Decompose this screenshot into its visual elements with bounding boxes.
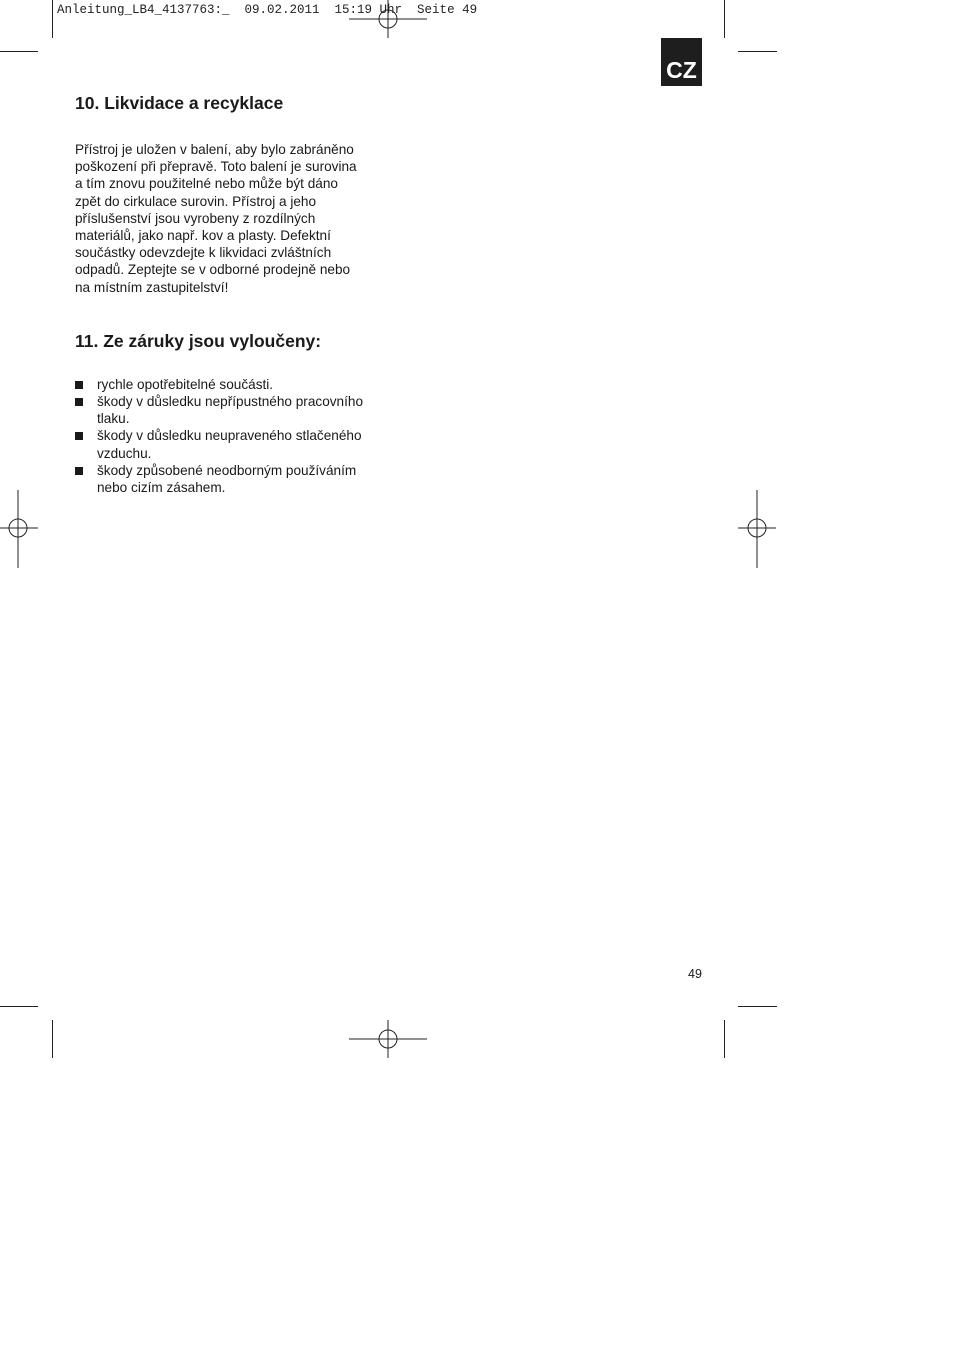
crop-mark-top-left-v xyxy=(52,0,53,38)
list-item-line: rychle opotřebitelné součásti. xyxy=(97,376,274,392)
page-number: 49 xyxy=(688,967,702,981)
registration-mark-left-icon xyxy=(0,490,40,568)
list-item-line: tlaku. xyxy=(97,411,130,427)
paragraph-line: Přístroj je uložen v balení, aby bylo zabráněno xyxy=(75,142,354,157)
registration-mark-right-icon xyxy=(737,490,777,568)
list-item xyxy=(75,393,387,427)
crop-mark-bottom-left-v xyxy=(52,1020,53,1058)
crop-mark-top-right-h xyxy=(738,51,777,52)
crop-mark-top-right-v xyxy=(724,0,725,38)
list-item xyxy=(75,376,387,393)
print-slug: Anleitung_LB4_4137763:_ 09.02.2011 15:19 Uhr Seite 49 xyxy=(57,3,478,17)
paragraph-line: zpět do cirkulace surovin. Přístroj a jeho xyxy=(75,193,317,209)
page-content xyxy=(75,93,385,496)
bullet-square-icon xyxy=(75,432,83,440)
section-title-warranty-exclusions: 11. Ze záruky jsou vyloučeny: xyxy=(75,330,322,351)
paragraph-line: součástky odevzdejte k likvidaci zvláštních xyxy=(75,245,332,261)
paragraph-line: materiálů, jako např. kov a plasty. Defektní xyxy=(75,228,331,244)
paragraph-line: odpadů. Zeptejte se v odborné prodejně nebo xyxy=(75,262,351,278)
crop-mark-bottom-right-v xyxy=(724,1020,725,1058)
paragraph-line: a tím znovu použitelné nebo může být dáno xyxy=(75,176,338,192)
list-item xyxy=(75,427,387,461)
paragraph-line: na místním zastupitelství! xyxy=(75,279,229,295)
bullet-square-icon xyxy=(75,467,83,475)
list-item-line: škody v důsledku neupraveného stlačeného xyxy=(97,428,362,444)
crop-mark-bottom-left-h xyxy=(0,1006,38,1007)
list-item-line: nebo cizím zásahem. xyxy=(97,480,226,496)
registration-mark-bottom-icon xyxy=(349,1020,429,1058)
warranty-exclusions-list xyxy=(75,376,385,496)
list-item-line: škody v důsledku nepřípustného pracovního xyxy=(97,394,364,410)
paragraph-line: příslušenství jsou vyrobeny z rozdílných xyxy=(75,210,316,226)
paragraph-line: poškození při přepravě. Toto balení je surovina xyxy=(75,159,357,175)
disposal-paragraph xyxy=(75,141,380,296)
section-title-disposal: 10. Likvidace a recyklace xyxy=(75,93,284,113)
crop-mark-top-left-h xyxy=(0,51,38,52)
registration-mark-top-icon xyxy=(349,0,429,38)
language-badge: CZ xyxy=(661,38,702,86)
crop-mark-bottom-right-h xyxy=(738,1006,777,1007)
bullet-square-icon xyxy=(75,398,83,406)
list-item-line: vzduchu. xyxy=(97,445,152,461)
bullet-square-icon xyxy=(75,381,83,389)
list-item-line: škody způsobené neodborným používáním xyxy=(97,462,357,478)
list-item xyxy=(75,462,387,496)
